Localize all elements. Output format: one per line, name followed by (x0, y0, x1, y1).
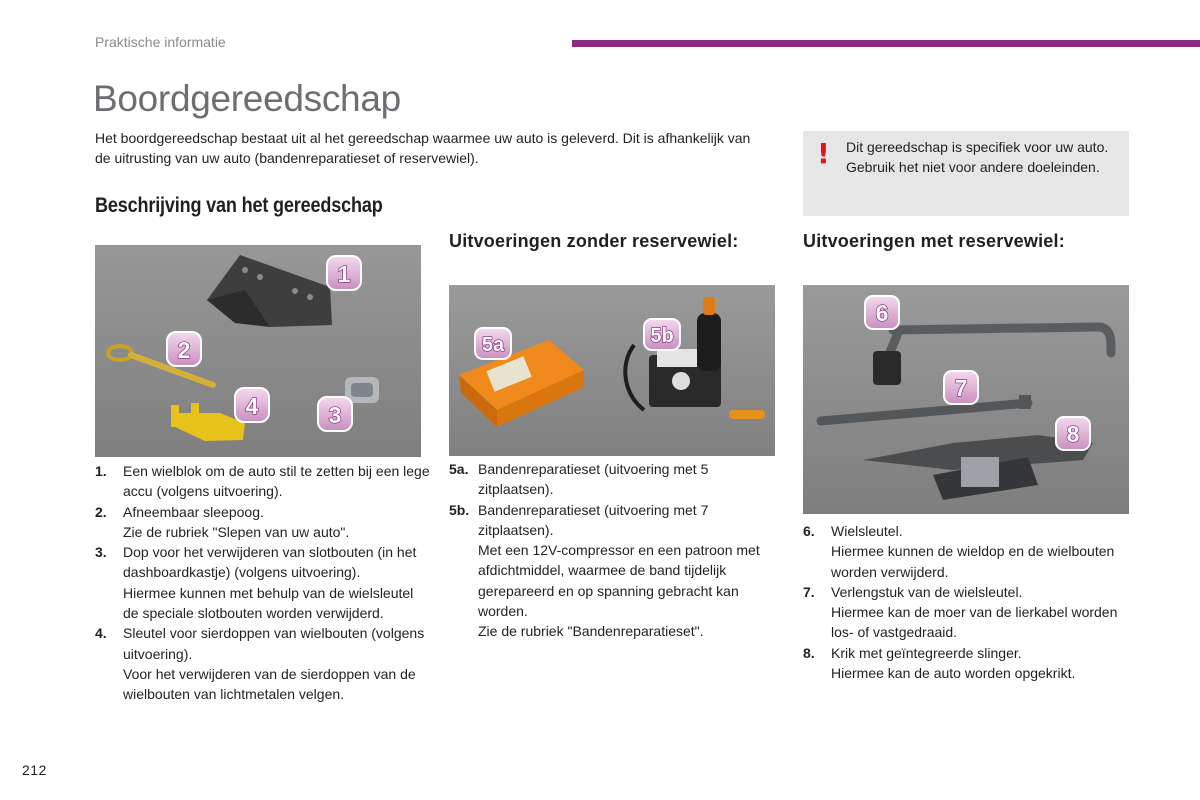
callout-badge-6 (865, 296, 899, 329)
item-text: Afneembaar sleepoog. (123, 503, 264, 520)
item-text: Hiermee kan de auto worden opgekrikt. (831, 665, 1076, 682)
spare-wheel-tools-photo (803, 285, 1129, 514)
list-item (95, 461, 430, 502)
item-text: Zie de rubriek "Bandenreparatieset". (478, 623, 704, 640)
badge-label-5b: 5b (650, 325, 674, 347)
item-number: 7. (803, 583, 815, 600)
list-item (95, 623, 430, 704)
callout-badge-1 (327, 256, 361, 290)
column-title-with-spare: Uitvoeringen met reservewiel: (803, 231, 1065, 251)
badge-label-3: 3 (328, 402, 342, 428)
badge-label-8: 8 (1066, 421, 1080, 447)
item-text: Met een 12V-compressor en een patroon met afdichtmiddel, waarmee de band tijdelijk gerepareerd en op spanning gebracht kan worden. (478, 542, 760, 620)
item-text: Hiermee kunnen de wieldop en de wielbouten worden verwijderd. (831, 543, 1115, 580)
item-text: Hiermee kan de moer van de lierkabel worden los- of vastgedraaid. (831, 604, 1118, 641)
list-item (449, 500, 779, 642)
item-number: 6. (803, 523, 815, 539)
callout-badge-2 (167, 332, 201, 366)
item-text: Een wielblok om de auto stil te zetten bij een lege accu (volgens uitvoering). (123, 463, 430, 500)
repair-kit-photo (449, 285, 775, 456)
list-item (803, 643, 1133, 684)
list-item (803, 582, 1133, 643)
item-number: 5a. (449, 461, 469, 477)
tools-list (95, 461, 430, 705)
badge-label-4: 4 (245, 393, 259, 419)
column-title-without-spare: Uitvoeringen zonder reservewiel: (449, 231, 739, 251)
badge-label-6: 6 (875, 300, 889, 326)
list-item (449, 459, 779, 500)
item-number: 1. (95, 463, 107, 479)
warning-box (803, 131, 1129, 216)
badge-label-1: 1 (337, 261, 351, 287)
item-text: Voor het verwijderen van de sierdoppen van de wielbouten van lichtmetalen velgen. (123, 665, 416, 703)
badge-label-7: 7 (954, 375, 968, 401)
item-number: 8. (803, 644, 815, 661)
header-accent-bar (572, 40, 1200, 47)
item-text: Dop voor het verwijderen van slotbouten (in het dashboardkastje) (volgens uitvoering). (123, 544, 417, 581)
page-title: Boordgereedschap (93, 78, 401, 119)
item-number: 4. (95, 625, 107, 642)
list-item (95, 542, 430, 623)
callout-badge-5a (475, 328, 511, 359)
item-text: Bandenreparatieset (uitvoering met 7 zitplaatsen). (478, 501, 709, 538)
section-title: Beschrijving van het gereedschap (95, 194, 383, 217)
tools-photo (95, 245, 421, 457)
item-number: 2. (95, 503, 107, 520)
spare-wheel-tools-list (803, 521, 1133, 683)
list-item (803, 521, 1133, 582)
callout-badge-7 (944, 371, 978, 404)
item-text: Wielsleutel. (831, 523, 903, 539)
item-number: 5b. (449, 501, 470, 518)
repair-kit-list (449, 459, 779, 642)
item-text: Sleutel voor sierdoppen van wielbouten (volgens uitvoering). (123, 625, 425, 662)
callout-badge-4 (235, 388, 269, 422)
item-text: Zie de rubriek "Slepen van uw auto". (123, 523, 350, 540)
list-item (95, 502, 430, 543)
intro-paragraph: Het boordgereedschap bestaat uit al het gereedschap waarmee uw auto is geleverd. Dit is afhankelijk van de uitrusting van uw auto (bandenreparatieset of reservewiel). (95, 130, 751, 166)
page-number: 212 (22, 762, 47, 778)
item-text: Krik met geïntegreerde slinger. (831, 644, 1022, 661)
callout-badge-8 (1056, 417, 1090, 450)
item-text: Verlengstuk van de wielsleutel. (831, 583, 1023, 600)
badge-label-5a: 5a (481, 334, 505, 356)
item-text: Hiermee kunnen met behulp van de wielsleutel de speciale slotbouten worden verwijderd. (123, 584, 414, 622)
item-number: 3. (95, 544, 107, 561)
badge-label-2: 2 (177, 337, 191, 363)
callout-badge-5b (644, 319, 680, 350)
callout-badge-3 (318, 397, 352, 431)
header-section-label: Praktische informatie (95, 34, 226, 50)
warning-icon: ! (817, 137, 830, 170)
item-text: Bandenreparatieset (uitvoering met 5 zitplaatsen). (478, 461, 709, 498)
warning-text: Dit gereedschap is specifiek voor uw auto. Gebruik het niet voor andere doeleinden. (846, 139, 1109, 175)
